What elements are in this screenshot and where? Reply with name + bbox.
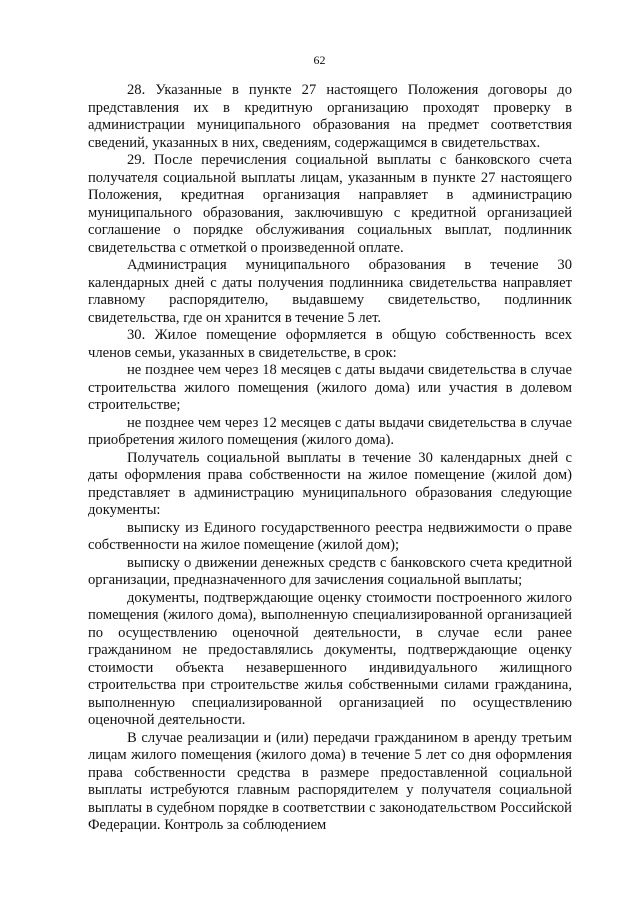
paragraph-30: 30. Жилое помещение оформляется в общую собственность всех членов семьи, указанных в свидетельстве, в срок:: [88, 327, 572, 361]
paragraph-28: 28. Указанные в пункте 27 настоящего Положения договоры до представления их в кредитную организацию проходят проверку в администрации муниципального образования на предмет соответствия сведений, указанных в них, сведениям, содержащимся в свидетельствах.: [88, 82, 572, 151]
list-item-18-months: не позднее чем через 18 месяцев с даты выдачи свидетельства в случае строительства жилого помещения (жилого дома) или участия в долевом строительстве;: [88, 362, 572, 413]
paragraph-29: 29. После перечисления социальной выплаты с банковского счета получателя социальной выплаты лицам, указанным в пункте 27 настоящего Положения, кредитная организация направляет в администрацию муниципального образования, заключившую с кредитной организацией соглашение о порядке обслуживания социальных выплат, подлинник свидетельства с отметкой о произведенной оплате.: [88, 152, 572, 256]
page-number: 62: [313, 53, 326, 67]
paragraph-administration-deadline: Администрация муниципального образования в течение 30 календарных дней с даты получения подлинника свидетельства направляет главному распорядителю, выдавшему свидетельство, подлинник свидетельства, где он хранится в течение 5 лет.: [88, 257, 572, 326]
document-body: [88, 82, 572, 835]
paragraph-rental-case: В случае реализации и (или) передачи гражданином в аренду третьим лицам жилого помещения (жилого дома) в течение 5 лет со дня оформления права собственности средства в размере предоставленной социальной выплаты истребуются главным распорядителем у получателя социальной выплаты в судебном порядке в соответствии с законодательством Российской Федерации. Контроль за соблюдением: [88, 729, 572, 833]
list-item-12-months: не позднее чем через 12 месяцев с даты выдачи свидетельства в случае приобретения жилого помещения (жилого дома).: [88, 414, 572, 448]
paragraph-recipient-documents: Получатель социальной выплаты в течение 30 календарных дней с даты оформления права собственности на жилое помещение (жилой дом) представляет в администрацию муниципального образования следующие документы:: [88, 449, 572, 518]
list-item-valuation-documents: документы, подтверждающие оценку стоимости построенного жилого помещения (жилого дома), выполненную специализированной организацией по осуществлению оценочной деятельности, в случае если ранее гражданином не предоставлялись документы, подтверждающие оценку стоимости объекта незавершенного индивидуального жилищного строительства при строительстве жилья собственными силами гражданина, выполненную специализированной организацией по осуществлению оценочной деятельности.: [88, 589, 572, 728]
list-item-registry-extract: выписку из Единого государственного реестра недвижимости о праве собственности на жилое помещение (жилой дом);: [88, 519, 572, 553]
list-item-bank-statement: выписку о движении денежных средств с банковского счета кредитной организации, предназначенного для зачисления социальной выплаты;: [88, 554, 572, 588]
